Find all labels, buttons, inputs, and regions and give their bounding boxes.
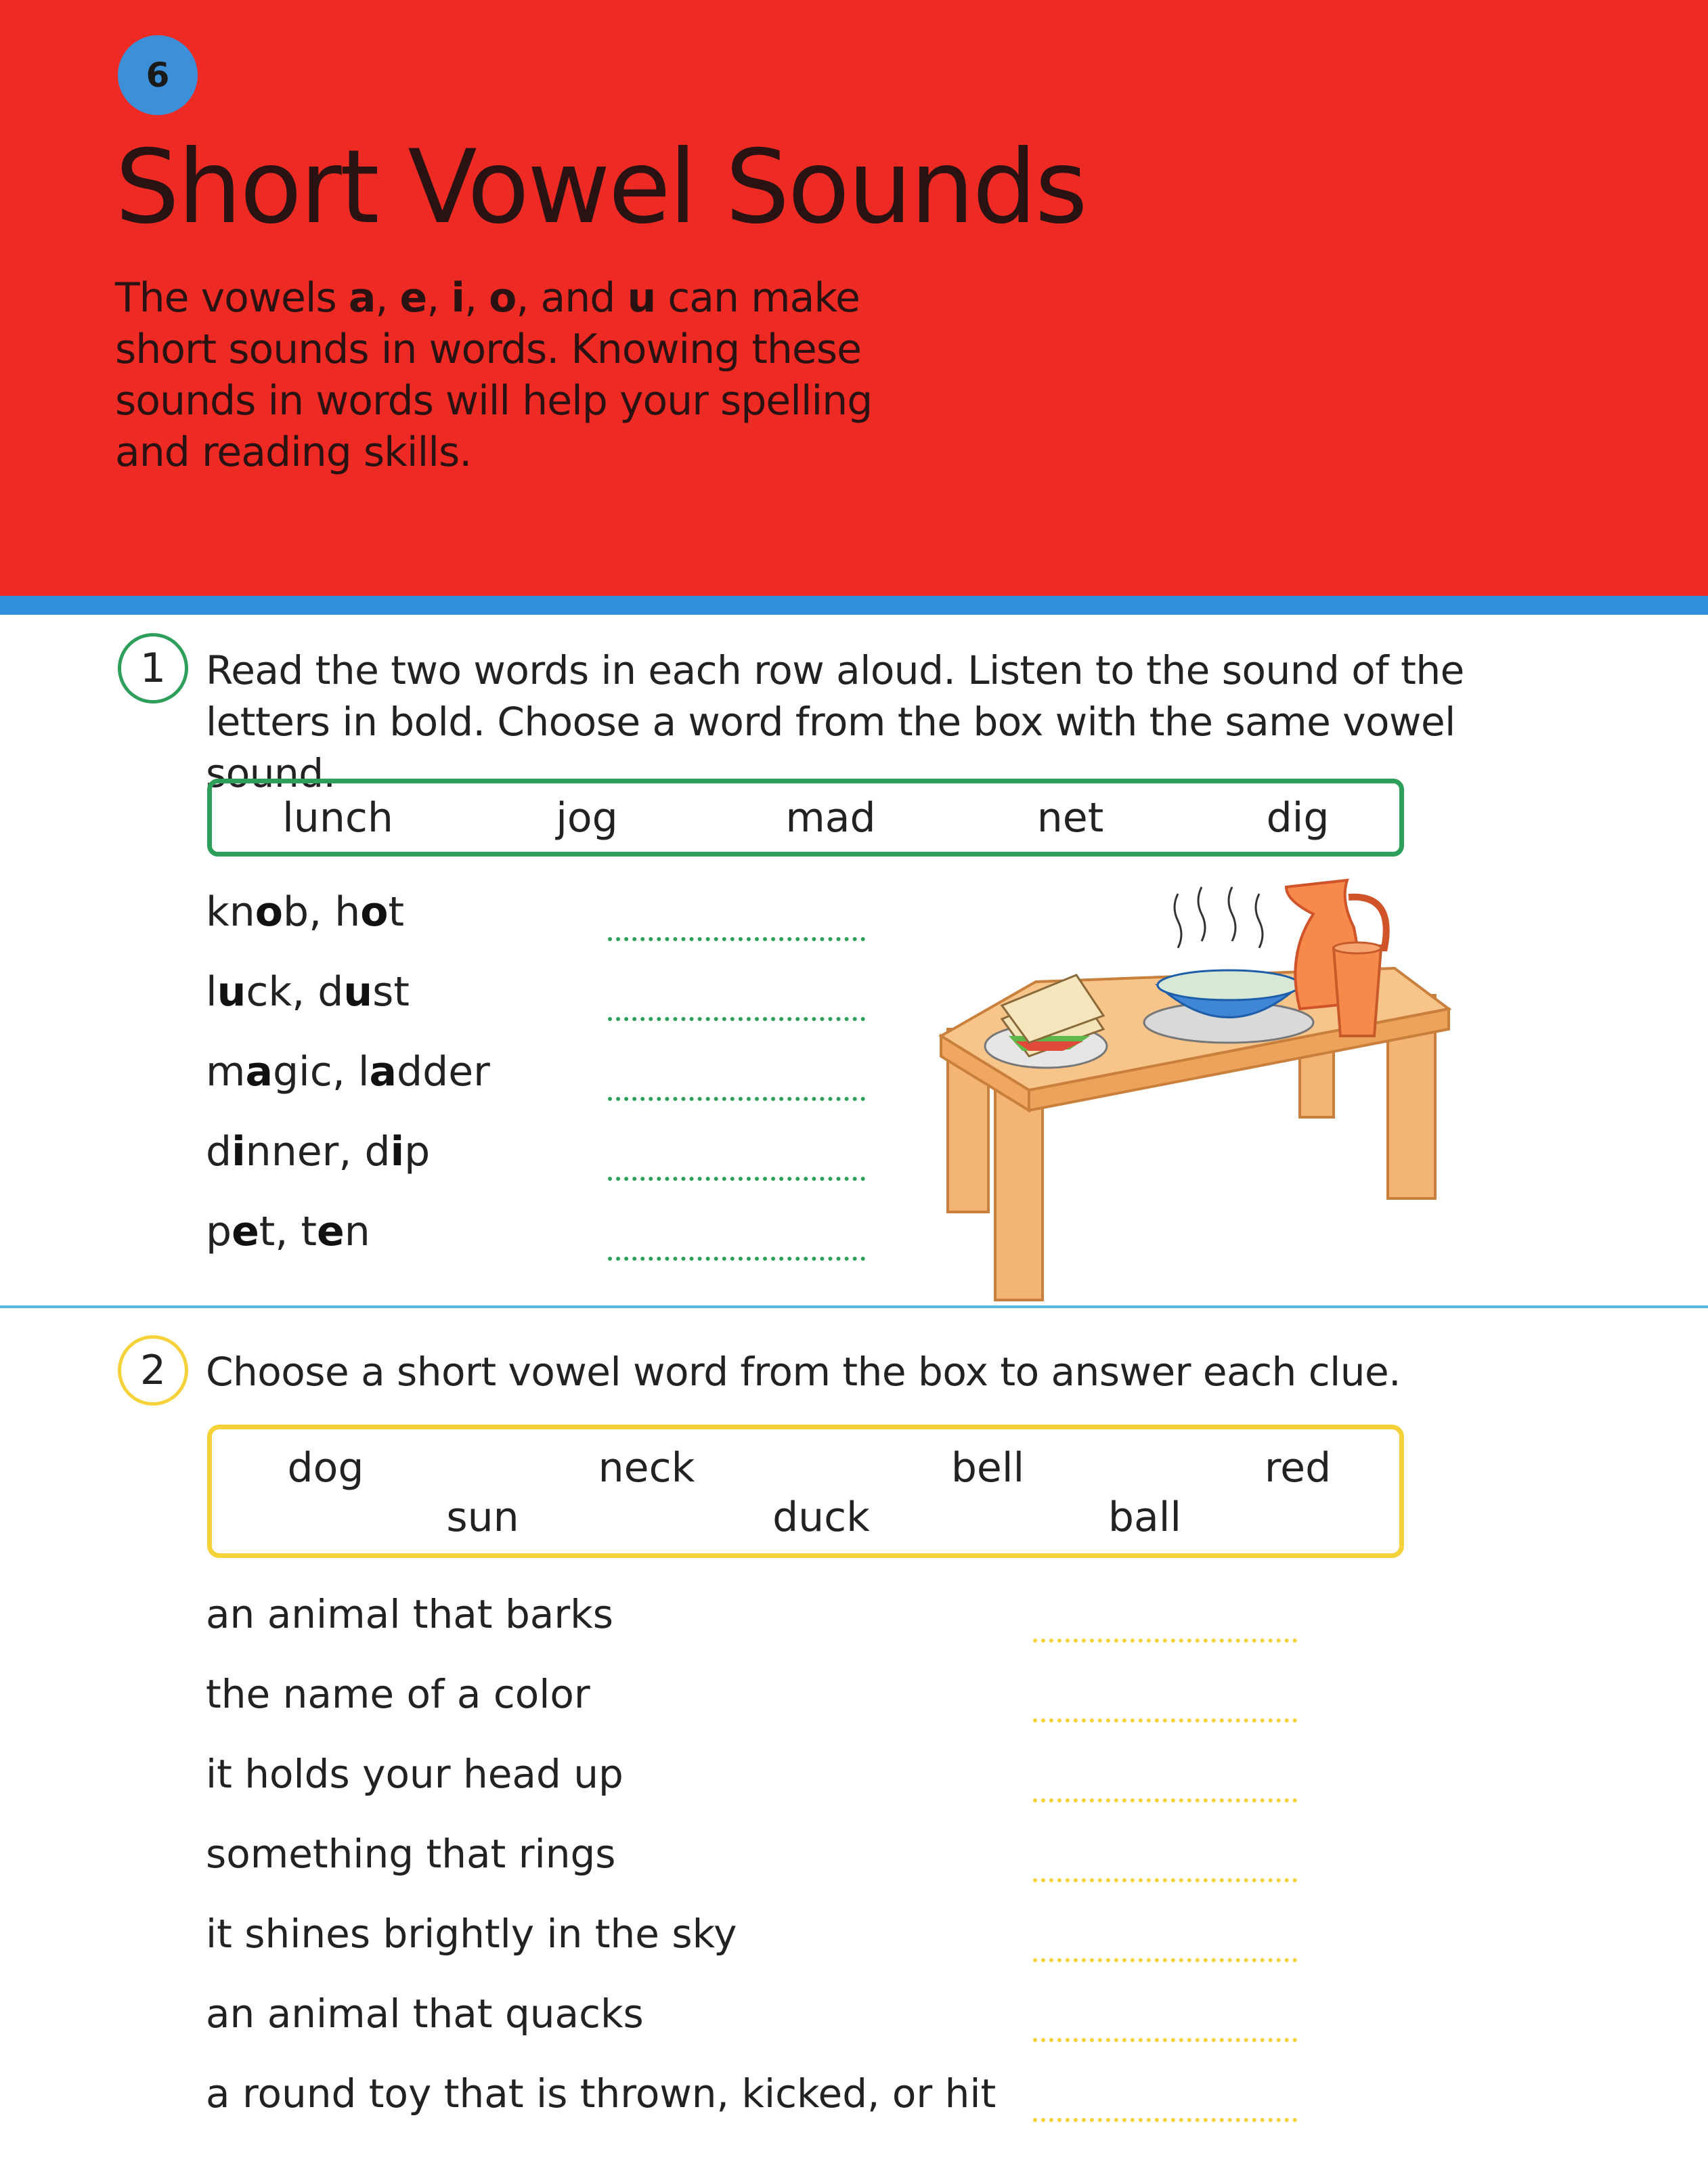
answer-line-1-2[interactable] xyxy=(608,1017,865,1021)
section-divider xyxy=(0,1305,1708,1308)
word-box-1-item: mad xyxy=(785,794,876,842)
word-box-1-item: dig xyxy=(1266,794,1330,842)
answer-line-1-4[interactable] xyxy=(608,1177,865,1181)
question-2-number: 2 xyxy=(118,1335,188,1406)
word-box-2-item: bell xyxy=(950,1444,1025,1492)
word-box-1-item: jog xyxy=(556,794,618,842)
intro-text: The vowels a, e, i, o, and u can make short sounds in words. Knowing these sounds in words will help your spelling and reading skills. xyxy=(115,274,873,476)
answer-line-2-4[interactable] xyxy=(1033,1878,1297,1882)
answer-line-1-3[interactable] xyxy=(608,1097,865,1101)
answer-line-2-7[interactable] xyxy=(1033,2118,1297,2122)
word-pair-row: knob, hot xyxy=(206,888,405,936)
word-box-1 xyxy=(207,779,1404,857)
soup-bowl-icon xyxy=(1144,887,1313,1043)
page-number-badge: 6 xyxy=(118,35,198,115)
word-pair-row: pet, ten xyxy=(206,1208,370,1255)
word-box-2-item: ball xyxy=(1108,1494,1182,1541)
header-stripe xyxy=(0,596,1708,615)
question-1-instruction: Read the two words in each row aloud. Listen to the sound of the letters in bold. Choose a word from the box with the same vowel sound. xyxy=(206,647,1464,796)
answer-line-2-3[interactable] xyxy=(1033,1798,1297,1802)
question-2-instruction: Choose a short vowel word from the box to answer each clue. xyxy=(206,1349,1401,1395)
answer-line-2-2[interactable] xyxy=(1033,1718,1297,1723)
clue-text: an animal that quacks xyxy=(206,1991,644,2037)
word-pair-row: dinner, dip xyxy=(206,1128,431,1175)
clue-text: the name of a color xyxy=(206,1671,590,1717)
word-box-2-item: dog xyxy=(287,1444,364,1492)
clue-text: it shines brightly in the sky xyxy=(206,1911,737,1957)
word-pair-row: luck, dust xyxy=(206,968,410,1016)
word-box-2 xyxy=(207,1425,1404,1558)
word-box-1-item: net xyxy=(1036,794,1104,842)
word-box-2-item: red xyxy=(1264,1444,1332,1492)
clue-text: a round toy that is thrown, kicked, or hit xyxy=(206,2071,997,2117)
word-box-1-item: lunch xyxy=(282,794,393,842)
answer-line-2-5[interactable] xyxy=(1033,1958,1297,1962)
word-box-2-item: sun xyxy=(446,1494,519,1541)
table-illustration xyxy=(934,873,1489,1307)
answer-line-2-1[interactable] xyxy=(1033,1639,1297,1643)
word-box-2-item: neck xyxy=(598,1444,695,1492)
clue-text: an animal that barks xyxy=(206,1591,613,1637)
answer-line-1-1[interactable] xyxy=(608,937,865,941)
answer-line-2-6[interactable] xyxy=(1033,2038,1297,2042)
page-title: Short Vowel Sounds xyxy=(115,129,1086,246)
clue-text: it holds your head up xyxy=(206,1751,623,1797)
word-box-2-item: duck xyxy=(772,1494,870,1541)
clue-text: something that rings xyxy=(206,1831,616,1877)
answer-line-1-5[interactable] xyxy=(608,1257,865,1261)
word-pair-row: magic, ladder xyxy=(206,1048,490,1096)
question-1-number: 1 xyxy=(118,633,188,703)
juice-glass-icon xyxy=(1334,943,1381,1036)
